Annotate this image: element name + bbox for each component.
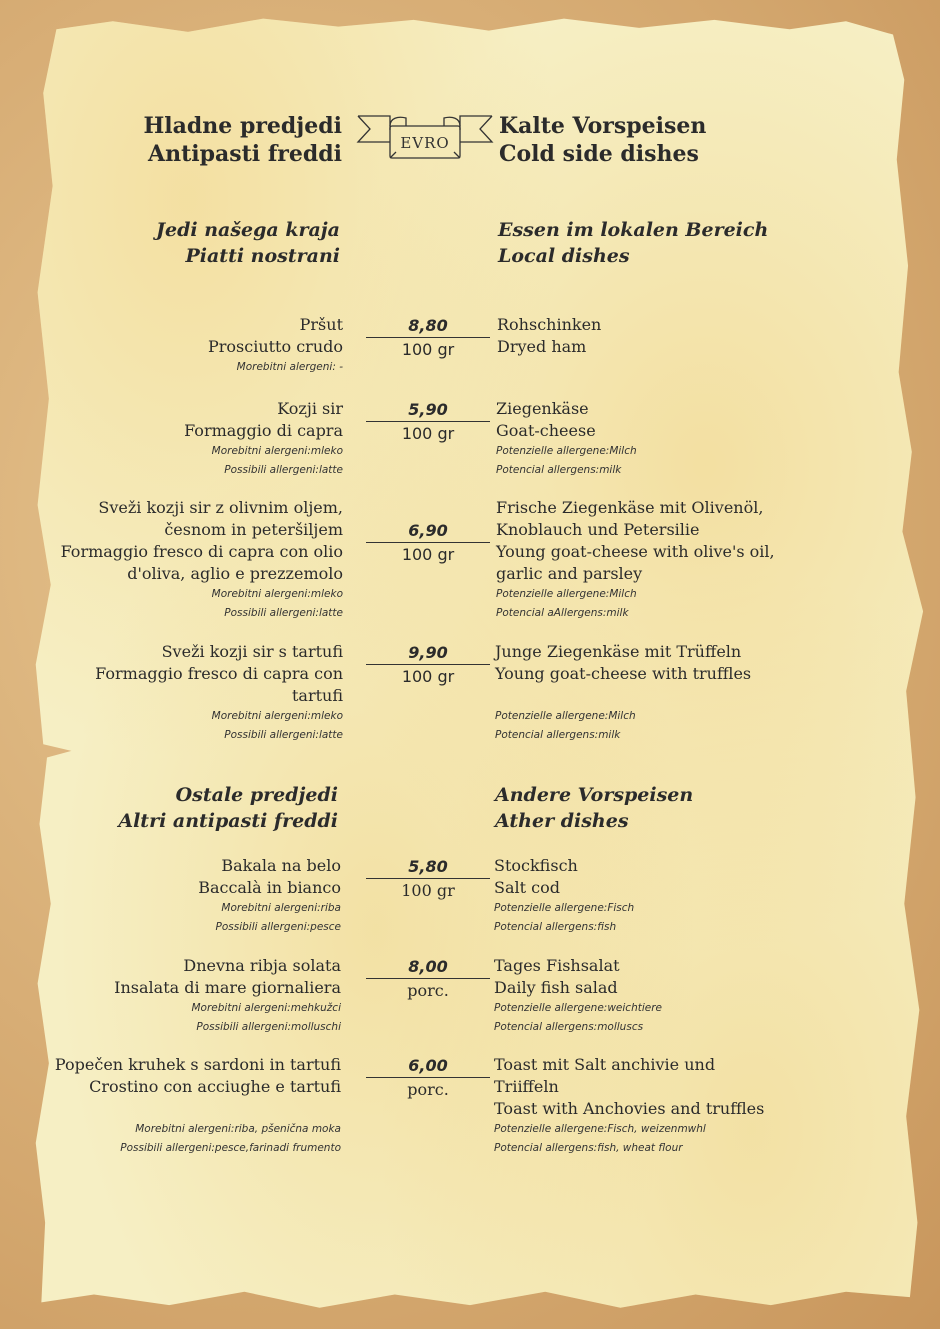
price-divider	[366, 1077, 490, 1078]
item-name-it: Prosciutto crudo	[207, 337, 343, 356]
allergen-note: Possibili allergeni:pesce	[215, 921, 341, 933]
price-divider	[366, 664, 490, 665]
header-left-title	[80, 112, 342, 168]
allergen-note: Potenzielle allergene:Milch	[496, 445, 637, 457]
item-price: 5,80	[408, 857, 448, 876]
allergen-note: Possibili allergeni:latte	[224, 729, 343, 741]
section2-right-heading	[495, 782, 875, 834]
item-name-en: Daily fish salad	[494, 978, 618, 997]
item-unit: 100 gr	[401, 545, 455, 564]
item-name-en: Young goat-cheese with olive's oil,	[496, 542, 775, 561]
item-name-sl: Dnevna ribja solata	[183, 956, 341, 975]
allergen-note: Potenzielle allergene:weichtiere	[494, 1002, 662, 1014]
item-name-de: Frische Ziegenkäse mit Olivenöl,	[496, 498, 764, 517]
item-name-en: Young goat-cheese with truffles	[495, 664, 752, 683]
item-name-sl: Kozji sir	[277, 399, 343, 418]
allergen-note: Morebitni alergeni:mehkužci	[191, 1002, 341, 1014]
section1-right-heading-1: Essen im lokalen Bereich	[498, 219, 769, 241]
price-block	[366, 1056, 490, 1100]
item-price: 6,90	[408, 521, 448, 540]
allergen-note: Potencial aAllergens:milk	[496, 607, 629, 619]
menu-item-right	[497, 314, 897, 358]
menu-item-left	[40, 1054, 341, 1158]
allergen-note: Potenzielle allergene:Fisch	[494, 902, 635, 914]
header-right-title-2: Cold side dishes	[499, 141, 699, 167]
price-block	[366, 316, 490, 360]
item-unit: porc.	[407, 981, 449, 1000]
section1-left-heading	[60, 217, 340, 269]
price-divider	[366, 337, 490, 338]
item-price: 6,00	[408, 1056, 448, 1075]
item-name-it: Baccalà in bianco	[198, 878, 341, 897]
allergen-note: Potenzielle allergene:Fisch, weizenmwhl	[494, 1123, 706, 1135]
menu-item-right	[494, 855, 894, 937]
price-block	[366, 957, 490, 1001]
allergen-note: Possibili allergeni:latte	[224, 607, 343, 619]
section2-right-heading-1: Andere Vorspeisen	[495, 784, 694, 806]
allergen-note: Potenzielle allergene:Milch	[496, 588, 637, 600]
item-name-en: Salt cod	[494, 878, 560, 897]
price-divider	[366, 978, 490, 979]
section1-left-heading-2: Piatti nostrani	[185, 245, 340, 267]
item-price: 8,00	[408, 957, 448, 976]
spacer	[495, 685, 895, 707]
allergen-note: Morebitni alergeni:mleko	[211, 588, 343, 600]
item-price: 9,90	[408, 643, 448, 662]
menu-item-left	[40, 855, 341, 937]
section2-left-heading-2: Altri antipasti freddi	[118, 810, 338, 832]
allergen-note: Possibili allergeni:molluschi	[196, 1021, 341, 1033]
item-price: 5,90	[408, 400, 448, 419]
allergen-note: Morebitni alergeni:mleko	[211, 710, 343, 722]
allergen-note: Possibili allergeni:latte	[224, 464, 343, 476]
item-name-sl: Pršut	[299, 315, 343, 334]
item-name-de: Toast mit Salt anchivie und	[494, 1055, 716, 1074]
currency-banner	[356, 108, 494, 170]
section1-right-heading-2: Local dishes	[498, 245, 630, 267]
item-unit: 100 gr	[401, 881, 455, 900]
spacer	[40, 1098, 341, 1120]
section1-left-heading-1: Jedi našega kraja	[156, 219, 340, 241]
price-divider	[366, 421, 490, 422]
item-name-de: Stockfisch	[494, 856, 578, 875]
price-divider	[366, 542, 490, 543]
menu-item-right	[495, 641, 895, 745]
section1-right-heading	[498, 217, 878, 269]
allergen-note: Morebitni alergeni:mleko	[211, 445, 343, 457]
item-unit: 100 gr	[401, 424, 455, 443]
allergen-note: Potencial allergens:fish	[494, 921, 617, 933]
item-name-en: Toast with Anchovies and truffles	[494, 1099, 765, 1118]
section2-left-heading-1: Ostale predjedi	[175, 784, 338, 806]
item-name-sl: Sveži kozji sir s tartufi	[161, 642, 343, 661]
section2-right-heading-2: Ather dishes	[495, 810, 629, 832]
item-name-it: Formaggio fresco di capra con	[95, 664, 343, 683]
menu-item-left	[40, 398, 343, 480]
header-left-title-1: Hladne predjedi	[143, 113, 342, 139]
item-name-en: Goat-cheese	[496, 421, 596, 440]
menu-item-left	[40, 497, 343, 623]
item-name-de: Triiffeln	[494, 1077, 559, 1096]
item-name-it: tartufi	[291, 686, 343, 705]
menu-item-right	[496, 398, 896, 480]
item-name-sl: Popečen kruhek s sardoni in tartufi	[54, 1055, 341, 1074]
item-name-de: Ziegenkäse	[496, 399, 589, 418]
item-price: 8,80	[408, 316, 448, 335]
price-block	[366, 521, 490, 565]
item-name-de: Tages Fishsalat	[494, 956, 620, 975]
price-block	[366, 400, 490, 444]
allergen-note: Potencial allergens:molluscs	[494, 1021, 644, 1033]
currency-label: EVRO	[400, 134, 450, 152]
allergen-note: Morebitni alergeni: -	[236, 361, 343, 373]
allergen-note: Potencial allergens:milk	[496, 464, 622, 476]
item-name-it: d'oliva, aglio e prezzemolo	[127, 564, 343, 583]
item-unit: 100 gr	[401, 340, 455, 359]
allergen-note: Morebitni alergeni:riba	[221, 902, 341, 914]
item-name-de: Knoblauch und Petersilie	[496, 520, 700, 539]
item-name-sl: Sveži kozji sir z olivnim oljem,	[98, 498, 343, 517]
price-block	[366, 857, 490, 901]
allergen-note: Potencial allergens:milk	[495, 729, 621, 741]
item-name-sl: česnom in peteršiljem	[164, 520, 343, 539]
item-name-it: Crostino con acciughe e tartufi	[89, 1077, 341, 1096]
section2-left-heading	[40, 782, 338, 834]
allergen-note: Potenzielle allergene:Milch	[495, 710, 636, 722]
allergen-note: Morebitni alergeni:riba, pšenična moka	[135, 1123, 341, 1135]
price-divider	[366, 878, 490, 879]
menu-item-left	[40, 314, 343, 377]
item-name-it: Formaggio fresco di capra con olio	[60, 542, 343, 561]
item-name-en: Dryed ham	[497, 337, 587, 356]
item-name-de: Rohschinken	[497, 315, 602, 334]
menu-item-right	[496, 497, 896, 623]
item-name-it: Formaggio di capra	[184, 421, 343, 440]
item-name-it: Insalata di mare giornaliera	[114, 978, 341, 997]
item-name-sl: Bakala na belo	[221, 856, 341, 875]
menu-item-right	[494, 955, 894, 1037]
menu-item-right	[494, 1054, 894, 1158]
header-right-title	[499, 112, 879, 168]
header-right-title-1: Kalte Vorspeisen	[499, 113, 707, 139]
price-block	[366, 643, 490, 687]
allergen-note: Potencial allergens:fish, wheat flour	[494, 1142, 683, 1154]
item-name-de: Junge Ziegenkäse mit Trüffeln	[495, 642, 742, 661]
item-unit: porc.	[407, 1080, 449, 1099]
menu-item-left	[40, 955, 341, 1037]
item-unit: 100 gr	[401, 667, 455, 686]
item-name-en: garlic and parsley	[496, 564, 643, 583]
header-left-title-2: Antipasti freddi	[148, 141, 342, 167]
allergen-note: Possibili allergeni:pesce,farinadi frumento	[120, 1142, 341, 1154]
menu-item-left	[40, 641, 343, 745]
